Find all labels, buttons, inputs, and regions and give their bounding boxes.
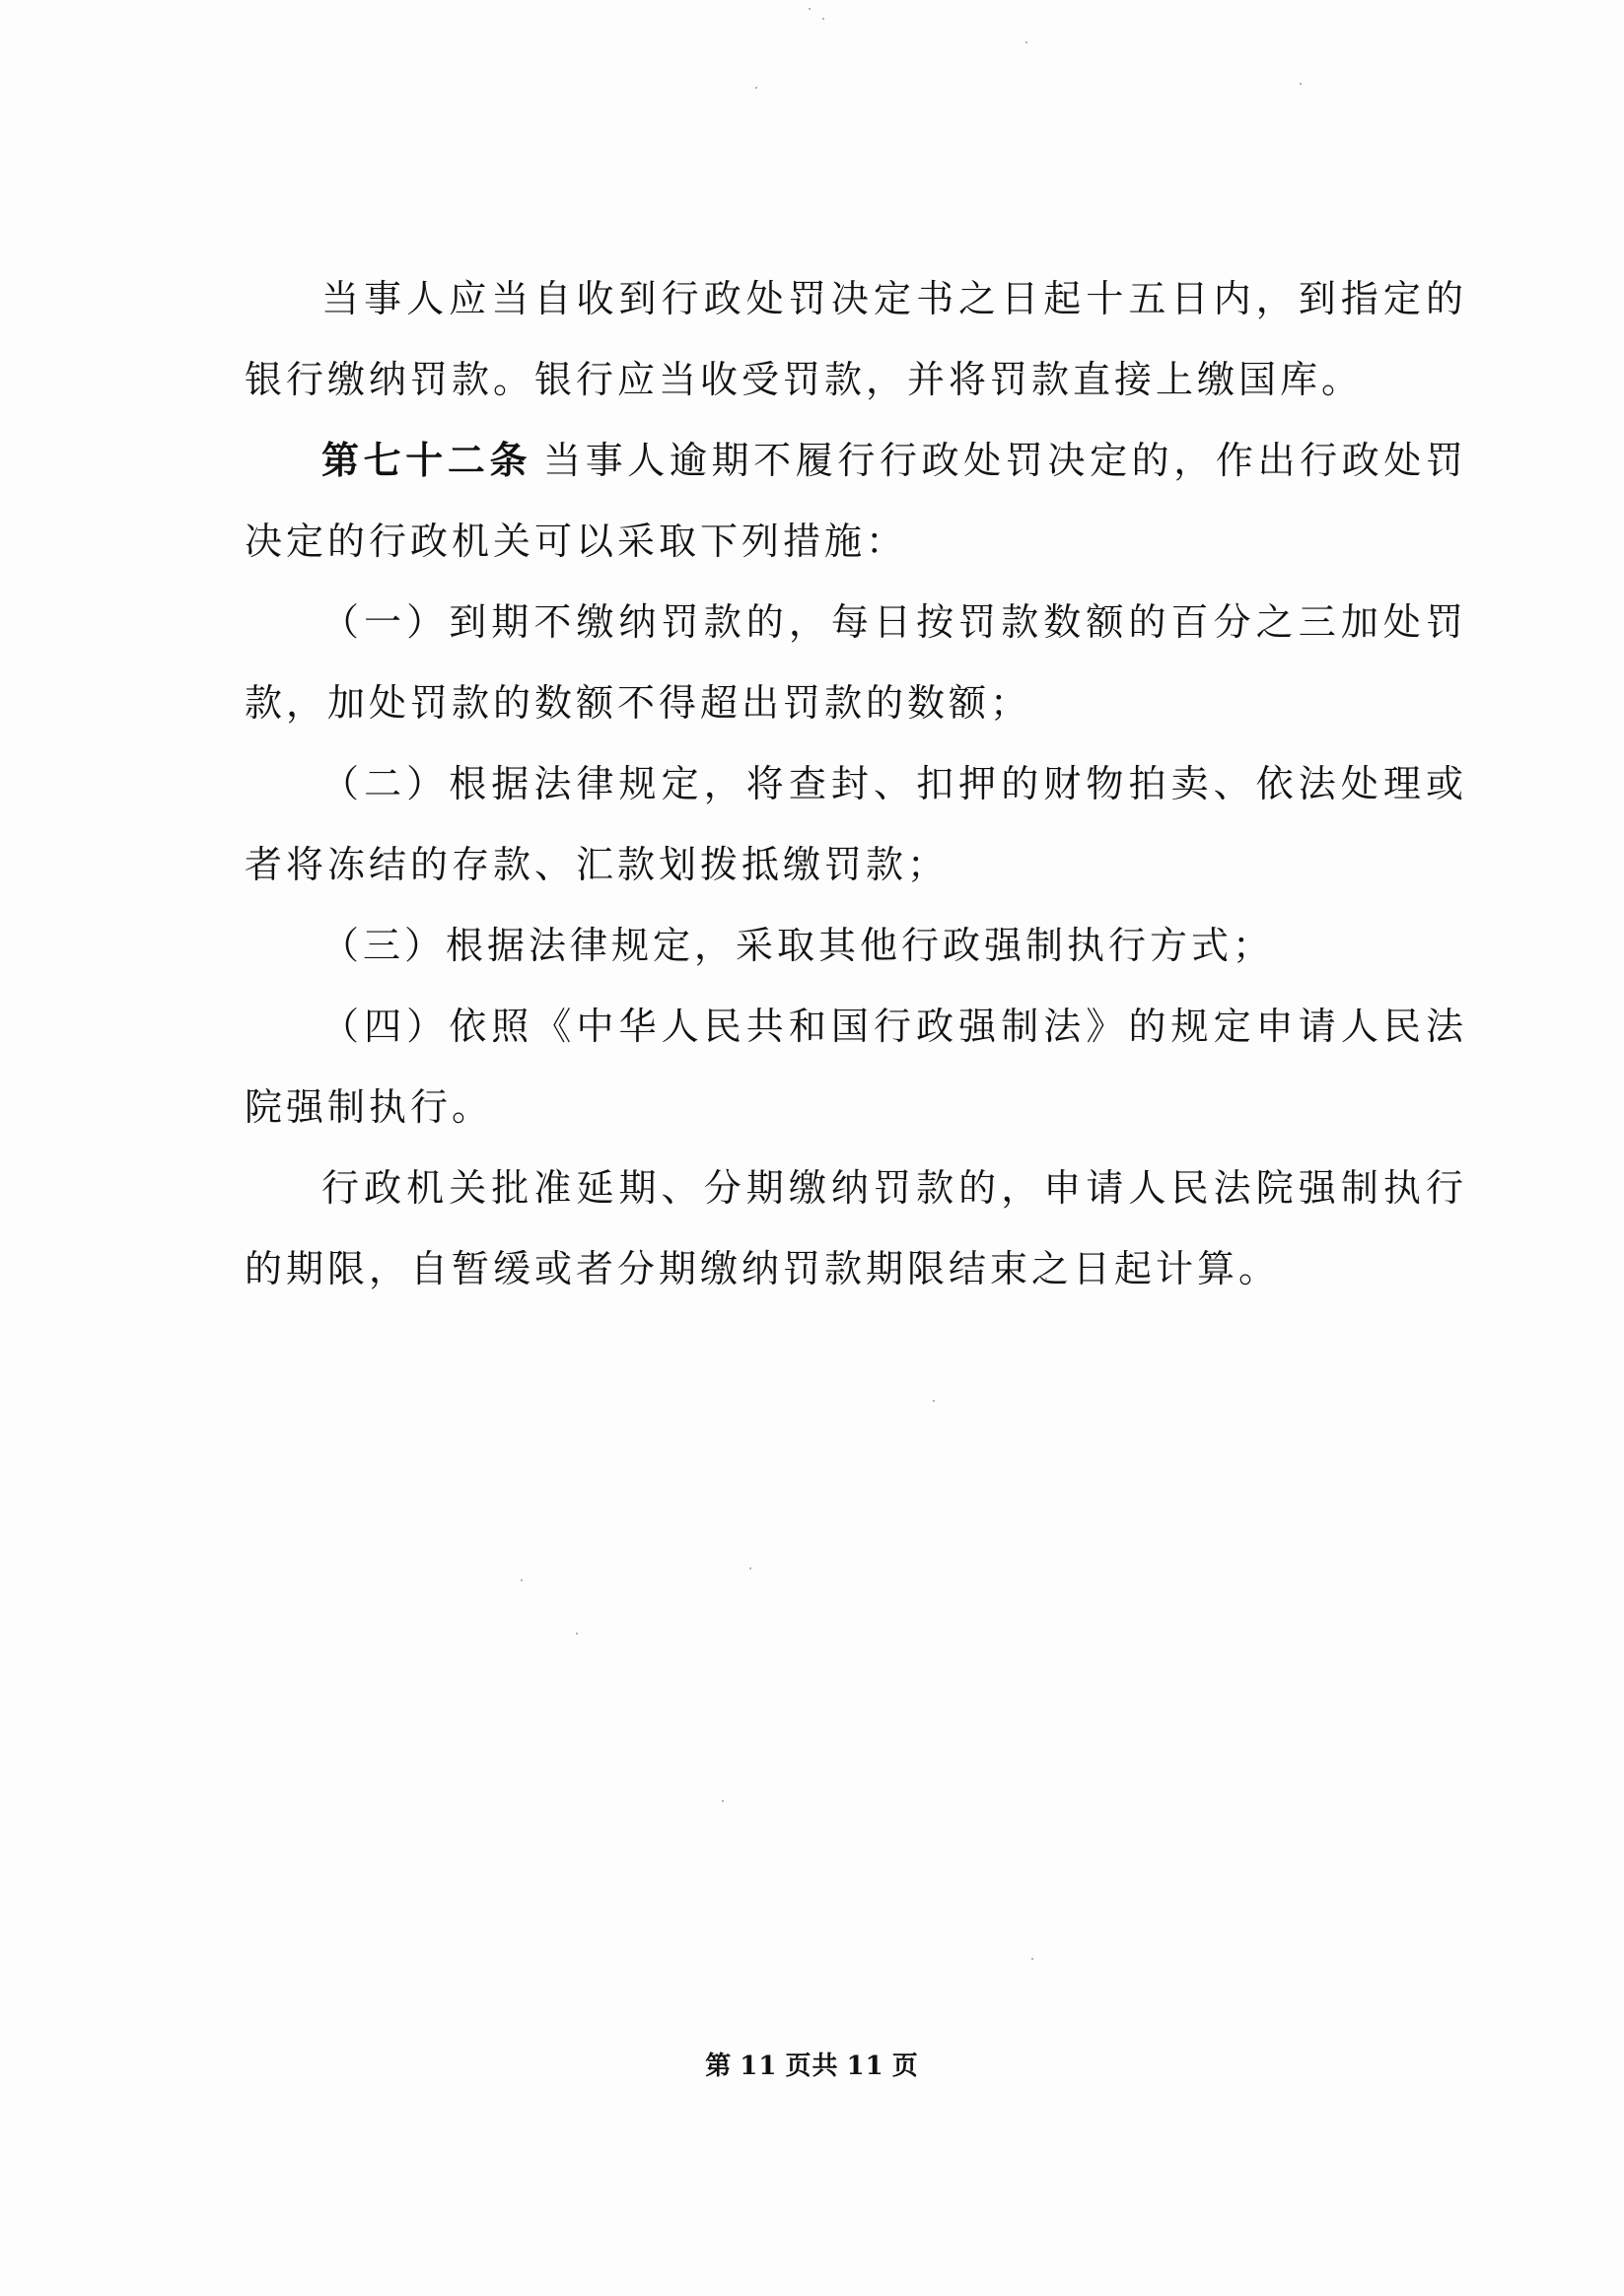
- scan-speck: [755, 87, 757, 89]
- paragraph-measure-1: （一）到期不缴纳罚款的，每日按罚款数额的百分之三加处罚款，加处罚款的数额不得超出罚款的数额；: [245, 600, 1467, 725]
- paragraph-article-72: 第七十二条 当事人逾期不履行行政处罚决定的，作出行政处罚决定的行政机关可以采取下列措施：: [245, 438, 1467, 563]
- page-label: 第: [705, 2052, 733, 2081]
- scan-speck: [521, 1579, 523, 1581]
- page-footer: [0, 2046, 1624, 2082]
- scan-speck: [933, 1400, 935, 1402]
- paragraph-measure-4: （四）依照《中华人民共和国行政强制法》的规定申请人民法院强制执行。: [245, 1005, 1467, 1129]
- paragraph-measure-2: （二）根据法律规定，将查封、扣押的财物拍卖、依法处理或者将冻结的存款、汇款划拨抵缴罚款；: [245, 762, 1467, 886]
- page-suffix-label: 页: [891, 2052, 919, 2081]
- scan-speck: [1025, 41, 1027, 43]
- total-pages-number: 11: [846, 2052, 884, 2081]
- scan-speck: [822, 18, 824, 20]
- current-page-number: 11: [740, 2052, 778, 2081]
- page-unit-label: 页共: [785, 2052, 839, 2081]
- paragraph-measure-3: （三）根据法律规定，采取其他行政强制执行方式；: [321, 924, 1275, 967]
- scan-speck: [809, 8, 811, 10]
- scan-speck: [749, 1567, 751, 1569]
- scan-speck: [722, 1800, 724, 1802]
- scan-speck: [576, 1633, 578, 1635]
- paragraph-enforcement-period: 行政机关批准延期、分期缴纳罚款的，申请人民法院强制执行的期限，自暂缓或者分期缴纳罚款期限结束之日起计算。: [245, 1166, 1467, 1290]
- article-number: 第七十二条: [321, 438, 532, 482]
- scan-speck: [1031, 1958, 1033, 1960]
- paragraph-payment-deadline: 当事人应当自收到行政处罚决定书之日起十五日内，到指定的银行缴纳罚款。银行应当收受罚款，并将罚款直接上缴国库。: [245, 277, 1467, 401]
- scan-speck: [1300, 83, 1302, 85]
- document-body: [245, 258, 1467, 1309]
